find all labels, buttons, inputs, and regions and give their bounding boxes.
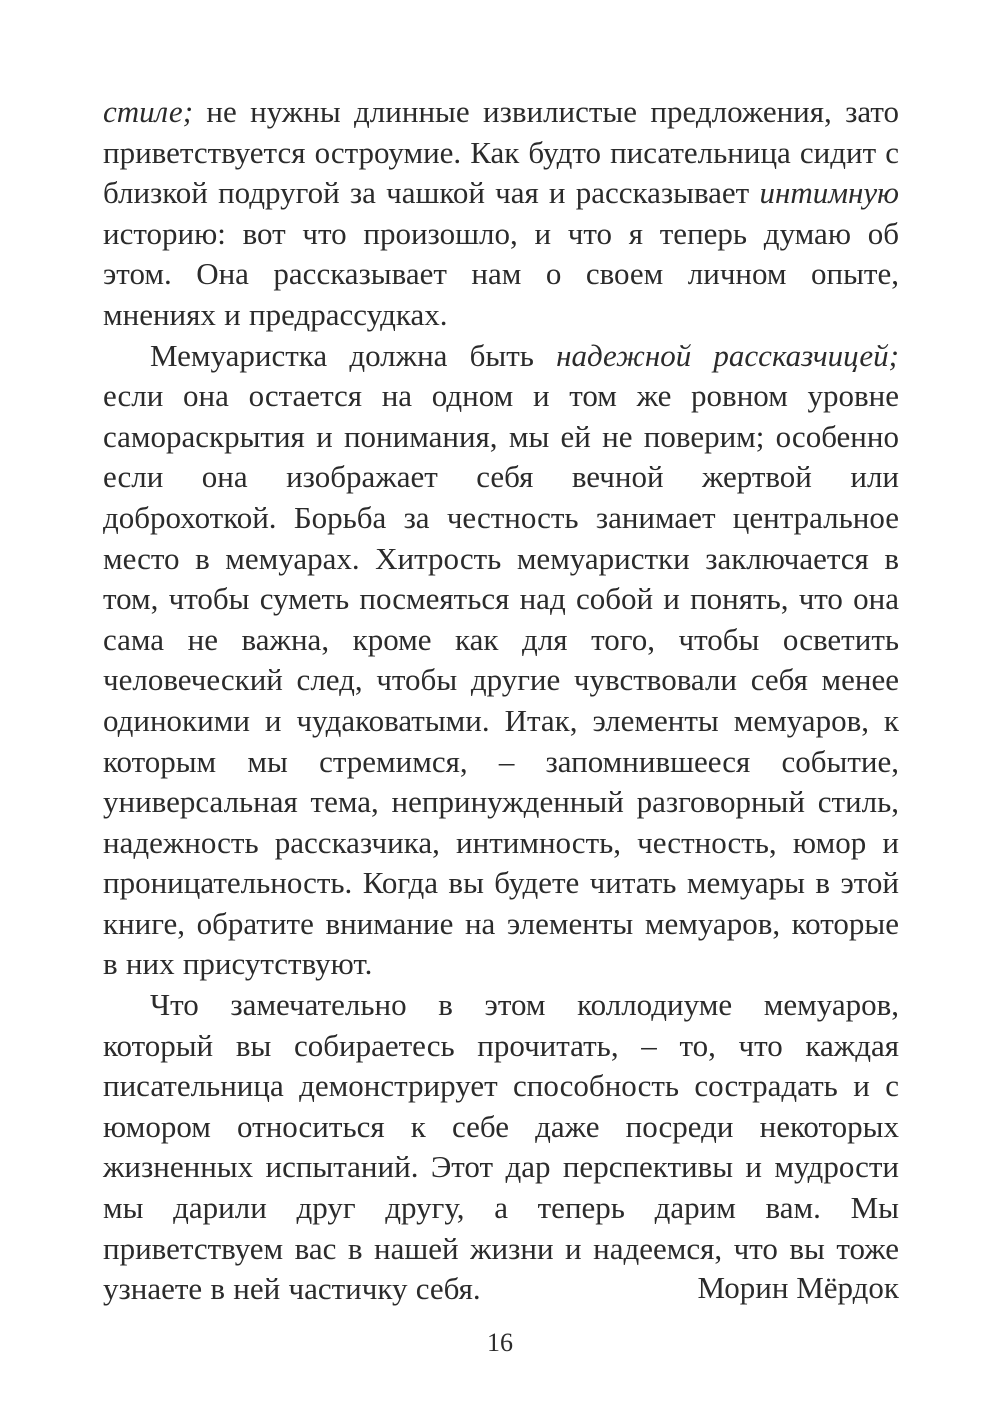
page-number: 16: [487, 1328, 513, 1357]
paragraph-3: [103, 985, 899, 1310]
author-signature: Морин Мёрдок: [697, 1270, 899, 1305]
text-span: стиле;: [103, 94, 194, 129]
text-span: историю: вот что произошло, и что я теперь думаю об этом. Она рассказывает нам о своем личном опыте, мнениях и предрассудках.: [103, 215, 899, 332]
body-text: [103, 92, 899, 1310]
text-span: не нужны длинные извилистые предложения, зато приветствуется остроумие. Как будто писательница сидит с близкой подругой за чашкой чая и рассказывает: [103, 94, 899, 211]
text-span: интимную: [759, 175, 899, 211]
text-span: Что замечательно в этом коллодиуме мемуаров, который вы собираетесь прочитать, – то, что каждая писательница демонстрирует способность сострадать и с юмором относиться к себе даже посреди некоторых жизненных испытаний. Этот дар перспективы и мудрости мы дарили друг другу, а теперь дарим вам. Мы приветствуем вас в нашей жизни и надеемся, что вы тоже узнаете в ней частичку себя.: [103, 987, 899, 1307]
paragraph-2: [103, 336, 899, 986]
text-span: Мемуаристка должна быть: [150, 337, 557, 373]
text-span: если она остается на одном и том же ровном уровне самораскрытия и понимания, мы ей не поверим; особенно если она изображает себя вечной жертвой или доброхоткой. Борьба за честность занимает центральное место в мемуарах. Хитрость мемуаристки заключается в том, чтобы суметь посмеяться над собой и понять, что она сама не важна, кроме как для того, чтобы осветить человеческий след, чтобы другие чувствовали себя менее одинокими и чудаковатыми. Итак, элементы мемуаров, к которым мы стремимся, – запомнившееся событие, универсальная тема, непринужденный разговорный стиль, надежность рассказчика, интимность, честность, юмор и проницательность. Когда вы будете читать мемуары в этой книге, обратите внимание на элементы мемуаров, которые в них присутствуют.: [103, 378, 899, 982]
text-span: надежной рассказчицей;: [556, 337, 899, 373]
paragraph-1: [103, 92, 899, 336]
